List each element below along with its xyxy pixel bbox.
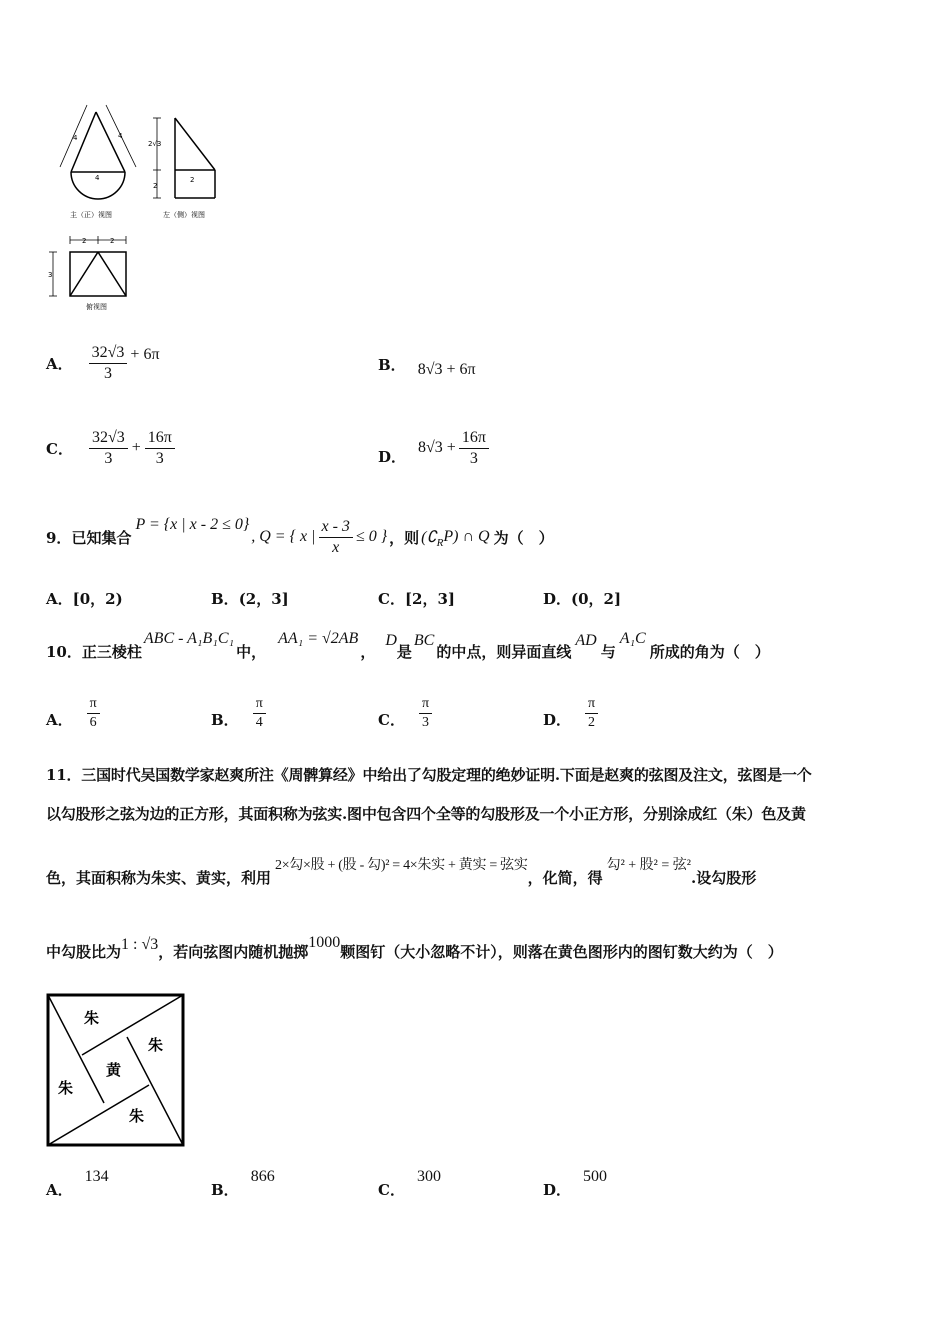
q11-option-c-value: 300 (416, 1168, 441, 1185)
q10-cond: AA₁ = √2AB (278, 630, 359, 647)
q10-point-d: D (385, 632, 397, 649)
q10-option-d-fraction (585, 696, 598, 730)
q8-option-b-label: B． (378, 355, 406, 374)
side-caption: 左（侧）视图 (163, 211, 205, 219)
q11-count: 1000 (308, 934, 341, 951)
q8-option-c-den-2: 3 (155, 449, 164, 467)
q8-option-d-num: 16π (459, 429, 489, 449)
q10-option-c-den: 3 (421, 714, 429, 730)
q9-option-c-value: [2，3] (404, 590, 456, 608)
q10-text-2: 中， (236, 643, 267, 661)
q11-line-3 (46, 848, 756, 888)
q8-option-c-num-2: 16π (145, 429, 175, 449)
q11-line-4-b: ，若向弦图内随机抛掷 (158, 943, 309, 961)
q11-line-4-a: 中勾股比为 (46, 943, 122, 961)
q9-text-2: ，则 (389, 528, 420, 547)
q8-option-d-fraction (459, 429, 489, 467)
q9-expr-sub: R (436, 537, 444, 549)
side-view (153, 118, 215, 198)
side-height-upper-label: 2√3 (148, 140, 162, 148)
q10-option-d-num: π (585, 696, 598, 713)
three-view-figure (40, 100, 225, 320)
q9-set-q-tail: ≤ 0 } (355, 528, 388, 545)
q11-line-3-b: ，化简，得 (527, 869, 603, 887)
q10-option-c[interactable] (378, 686, 432, 730)
q11-option-b-value: 866 (250, 1168, 275, 1185)
q11-option-d-value: 500 (583, 1168, 608, 1185)
q10-prism: ABC - A₁B₁C₁ (143, 630, 235, 647)
q8-option-b-expr: 8√3 + 6π (417, 361, 476, 378)
q9-number: 9． (46, 528, 72, 547)
q10-option-a-num: π (87, 696, 100, 713)
front-slant-label-left: 4 (73, 134, 78, 142)
top-height-label: 3 (48, 271, 53, 279)
q8-option-d[interactable] (378, 423, 489, 473)
q10-option-d-den: 2 (588, 714, 596, 730)
q9-option-a-value: [0，2) (72, 590, 123, 608)
q10-text-5: 的中点，则异面直线 (436, 643, 572, 661)
q11-ratio: 1 : √3 (121, 936, 159, 953)
q10-seg: BC (413, 632, 435, 649)
q8-option-d-lead: 8√3 + (418, 439, 456, 456)
q11-option-d[interactable] (543, 1170, 607, 1200)
q10-option-c-num: π (419, 696, 432, 713)
q11-option-c[interactable] (378, 1170, 441, 1200)
q10-line-1: AD (575, 632, 597, 649)
q10-option-d[interactable] (543, 686, 598, 730)
zhu-label-right: 朱 (148, 1036, 164, 1054)
q10-option-b[interactable] (211, 686, 266, 730)
q8-option-c-fraction-1 (89, 429, 128, 467)
q10-text-3: ， (360, 643, 376, 661)
q10-option-a[interactable] (46, 686, 100, 730)
q8-option-c-den-1: 3 (104, 449, 113, 467)
q10-option-a-fraction (87, 696, 100, 730)
zhu-label-top: 朱 (84, 1009, 100, 1027)
q11-line-1: 11．三国时代吴国数学家赵爽所注《周髀算经》中给出了勾股定理的绝妙证明.下面是赵爽的弦图及注文，弦图是一个 (46, 766, 812, 784)
q9-text-3: 为（ ） (493, 528, 554, 547)
q11-line-2: 以勾股形之弦为边的正方形，其面积称为弦实.图中包含四个全等的勾股形及一个小正方形，分别涂成红（朱）色及黄 (46, 805, 806, 823)
q11-line-4-c: 颗图钉（大小忽略不计），则落在黄色图形内的图钉数大约为（ ） (340, 943, 783, 961)
q10-stem (46, 622, 770, 662)
q9-set-q-num: x - 3 (319, 518, 353, 538)
q11-formula-2: 勾² + 股² = 弦² (606, 858, 691, 873)
q8-option-a-fraction (89, 344, 128, 382)
q8-option-b[interactable] (378, 355, 476, 385)
q9-option-d-label: D． (543, 590, 572, 608)
q8-option-c-fraction-2 (145, 429, 175, 467)
q9-set-p: P = {x | x - 2 ≤ 0} (135, 516, 250, 533)
q8-option-d-den: 3 (469, 449, 478, 467)
q9-option-a-label: A． (46, 590, 73, 608)
q8-option-a-den: 3 (104, 364, 113, 382)
q11-option-b[interactable] (211, 1170, 275, 1200)
front-view (60, 105, 136, 199)
q8-option-c-op: + (131, 439, 141, 456)
q8-option-c[interactable] (46, 423, 175, 473)
q10-option-b-num: π (253, 696, 266, 713)
q11-formula-1: 2×勾×股 + (股 - 勾)² = 4×朱实 + 黄实 = 弦实 (275, 858, 528, 873)
front-caption: 主（正）视图 (70, 211, 112, 219)
q10-option-d-label: D． (543, 711, 572, 729)
q8-option-a-tail: + 6π (130, 346, 160, 363)
q11-option-a[interactable] (46, 1170, 109, 1200)
xian-diagram (46, 993, 186, 1148)
q9-set-q-fraction (319, 518, 353, 556)
q9-text-1: 已知集合 (71, 528, 132, 547)
q10-text-7: 所成的角为（ ） (649, 643, 770, 661)
q8-option-d-label: D． (378, 447, 407, 466)
front-slant-label-right: 4 (118, 132, 123, 140)
q8-option-a-label: A． (46, 354, 73, 373)
q9-set-q-den: x (332, 538, 340, 556)
q9-option-d[interactable] (543, 588, 621, 609)
q10-option-b-label: B． (211, 711, 239, 729)
q11-line-3-c: .设勾股形 (690, 869, 757, 887)
top-caption: 俯视图 (86, 303, 107, 311)
top-right-width-label: 2 (110, 237, 115, 245)
q10-option-c-label: C． (378, 711, 405, 729)
front-diameter-label: 4 (95, 174, 100, 182)
q9-option-c[interactable] (378, 588, 455, 609)
top-view (49, 236, 126, 296)
q11-line-3-a: 色，其面积称为朱实、黄实，利用 (46, 869, 272, 887)
top-left-width-label: 2 (82, 237, 87, 245)
q10-line-2: A₁C (619, 630, 646, 647)
q10-option-b-fraction (253, 696, 266, 730)
q8-option-a-num: 32√3 (89, 344, 128, 364)
q10-option-a-label: A． (46, 711, 73, 729)
q10-option-b-den: 4 (255, 714, 263, 730)
q9-stem (46, 508, 554, 566)
q11-line-4 (46, 922, 783, 962)
q9-option-b-value: (2，3] (238, 590, 289, 608)
q10-number: 10． (46, 643, 82, 661)
side-height-lower-label: 2 (153, 182, 158, 190)
q10-text-6: 与 (600, 643, 616, 661)
q11-option-b-label: B． (211, 1181, 239, 1199)
q10-option-c-fraction (419, 696, 432, 730)
q11-option-a-value: 134 (84, 1168, 109, 1185)
zhu-label-left: 朱 (58, 1079, 74, 1097)
q8-option-c-label: C． (46, 439, 73, 458)
zhu-label-bottom: 朱 (129, 1107, 145, 1125)
huang-label: 黄 (106, 1061, 122, 1079)
q9-option-d-value: (0，2] (571, 590, 622, 608)
q11-option-c-label: C． (378, 1181, 405, 1199)
q10-text-4: 是 (396, 643, 412, 661)
q9-option-b[interactable] (211, 588, 289, 609)
q9-expr: (∁ (421, 529, 437, 546)
q9-option-b-label: B． (211, 590, 239, 608)
q10-option-a-den: 6 (89, 714, 97, 730)
q8-option-c-num-1: 32√3 (89, 429, 128, 449)
q9-option-c-label: C． (378, 590, 405, 608)
q10-text-1: 正三棱柱 (81, 643, 142, 661)
q9-expr-tail: P) ∩ Q (443, 528, 490, 545)
q8-option-a[interactable] (46, 338, 160, 388)
q9-option-a[interactable] (46, 588, 123, 609)
side-width-label: 2 (190, 176, 195, 184)
q11-option-a-label: A． (46, 1181, 73, 1199)
q9-set-q-lead: , Q = { x | (251, 528, 316, 545)
q11-option-d-label: D． (543, 1181, 572, 1199)
